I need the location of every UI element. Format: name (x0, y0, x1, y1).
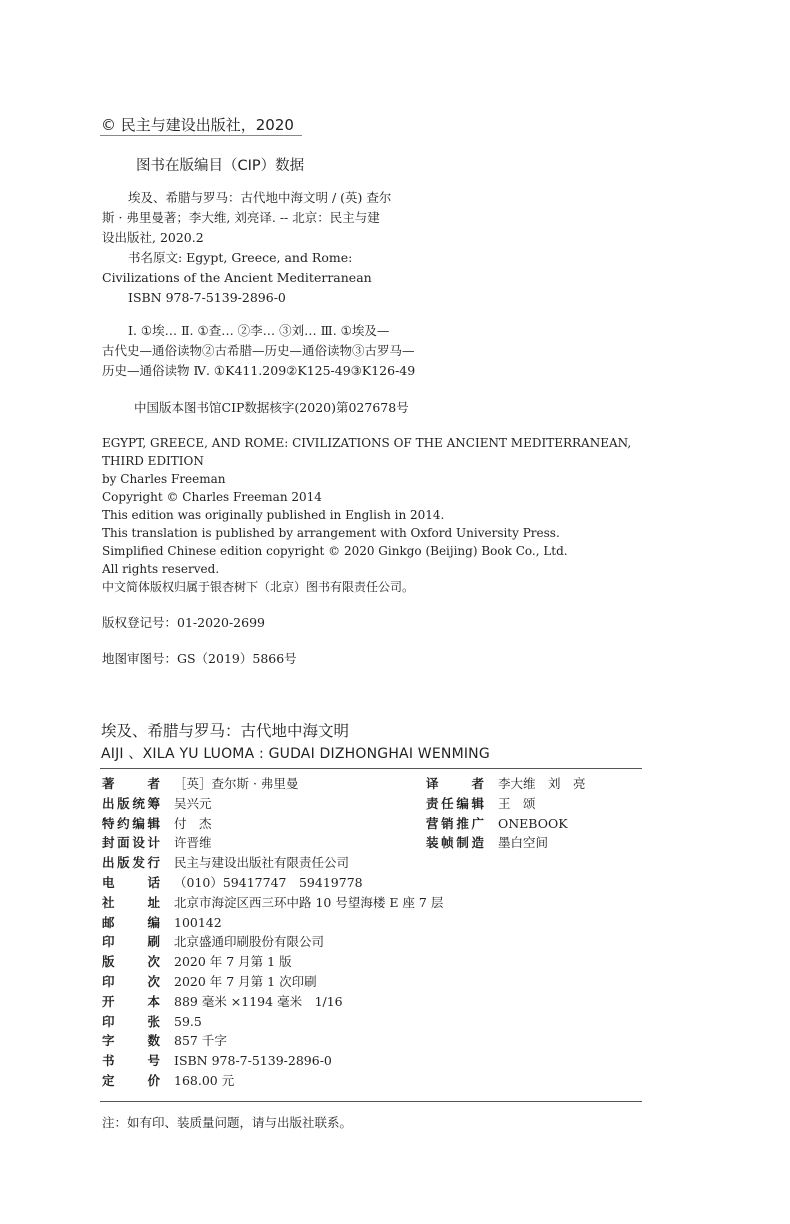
divider (100, 768, 642, 769)
info-value: 王 颂 (498, 795, 536, 811)
info-row (102, 1031, 227, 1051)
info-label: 字数 (102, 1033, 160, 1049)
info-row (102, 814, 212, 834)
info-label: 装帧制造 (426, 835, 484, 851)
info-label: 书号 (102, 1053, 160, 1069)
info-value: 2020 年 7 月第 1 版 (174, 954, 292, 970)
info-row (102, 833, 212, 853)
cip-line: 书名原文: Egypt, Greece, and Rome: (128, 250, 353, 265)
info-value: 北京市海淀区西三环中路 10 号望海楼 E 座 7 层 (174, 894, 444, 910)
info-value: 民主与建设出版社有限责任公司 (174, 855, 350, 871)
info-value: ONEBOOK (498, 815, 568, 831)
info-row (102, 913, 222, 933)
map-approval-number: 地图审图号：GS（2019）5866号 (102, 651, 297, 666)
info-label: 责任编辑 (426, 795, 484, 811)
english-line: EGYPT, GREECE, AND ROME: CIVILIZATIONS OF THE ANCIENT MEDITERRANEAN, (102, 436, 632, 450)
info-row (102, 972, 317, 992)
info-label: 出版发行 (102, 855, 160, 871)
cip-isbn: ISBN 978-7-5139-2896-0 (128, 290, 286, 305)
info-label: 定价 (102, 1073, 160, 1088)
cip-line: Civilizations of the Ancient Mediterranean (102, 270, 372, 285)
info-row (102, 932, 324, 952)
info-value: （010）59417747 59419778 (174, 875, 363, 890)
info-row (102, 774, 298, 794)
info-row (102, 873, 363, 893)
info-row (426, 774, 586, 794)
info-value: 2020 年 7 月第 1 次印刷 (174, 974, 317, 989)
info-label: 社址 (102, 894, 160, 910)
english-rights-block (102, 434, 631, 596)
info-value: 北京盛通印刷股份有限公司 (174, 934, 325, 950)
info-row (102, 794, 212, 814)
info-row (102, 853, 349, 873)
info-value: ［英］查尔斯 · 弗里曼 (174, 776, 299, 791)
info-value: 李大维 刘 亮 (498, 776, 586, 791)
english-line: This edition was originally published in English in 2014. (102, 508, 445, 522)
info-row (426, 833, 548, 853)
cip-check-number: 中国版本图书馆CIP数据核字(2020)第027678号 (134, 400, 409, 415)
divider (100, 135, 302, 136)
info-row (102, 893, 443, 913)
info-label: 著者 (102, 776, 160, 791)
info-label: 出版统筹 (102, 795, 160, 811)
registration-number: 版权登记号：01-2020-2699 (102, 615, 265, 630)
cip-line: 斯 · 弗里曼著；李大维, 刘亮译. -- 北京：民主与建 (102, 210, 380, 225)
divider (100, 1101, 642, 1102)
copyright-line: © 民主与建设出版社，2020 (101, 116, 294, 134)
english-line: All rights reserved. (102, 562, 220, 576)
info-label: 开本 (102, 993, 160, 1009)
english-line: This translation is published by arrangement with Oxford University Press. (102, 526, 560, 540)
info-label: 营销推广 (426, 815, 484, 831)
info-row (102, 1051, 332, 1071)
english-line: Simplified Chinese edition copyright © 2020 Ginkgo (Beijing) Book Co., Ltd. (102, 544, 568, 558)
info-value: 889 毫米 ×1194 毫米 1/16 (174, 993, 343, 1009)
english-line: THIRD EDITION (102, 454, 204, 468)
info-label: 版次 (102, 954, 160, 970)
cip-class-line: 古代史—通俗读物②古希腊—历史—通俗读物③古罗马— (102, 343, 415, 358)
book-title-pinyin: AIJI 、XILA YU LUOMA : GUDAI DIZHONGHAI WENMING (101, 746, 490, 762)
info-value: ISBN 978-7-5139-2896-0 (174, 1053, 332, 1069)
info-row (426, 794, 536, 814)
cip-title: 图书在版编目（CIP）数据 (136, 158, 305, 174)
info-value: 168.00 元 (174, 1073, 235, 1088)
info-value: 吴兴元 (174, 795, 212, 811)
cip-class-line: Ⅰ. ①埃… Ⅱ. ①查… ②李… ③刘… Ⅲ. ①埃及— (128, 323, 390, 338)
info-value: 付 杰 (174, 815, 212, 831)
info-value: 100142 (174, 914, 222, 930)
cip-line: 埃及、希腊与罗马：古代地中海文明 / (英) 查尔 (128, 190, 392, 205)
info-label: 邮编 (102, 914, 160, 930)
english-line: 中文简体版权归属于银杏树下（北京）图书有限责任公司。 (102, 580, 415, 594)
book-title: 埃及、希腊与罗马：古代地中海文明 (101, 722, 350, 740)
info-label: 特约编辑 (102, 815, 160, 831)
info-row (426, 814, 568, 834)
info-row (102, 992, 343, 1012)
info-value: 墨白空间 (498, 835, 549, 851)
quality-note: 注：如有印、装质量问题，请与出版社联系。 (102, 1115, 353, 1130)
info-row (102, 1071, 234, 1091)
info-label: 封面设计 (102, 835, 160, 851)
info-row (102, 952, 292, 972)
info-label: 电话 (102, 875, 160, 890)
cip-class-line: 历史—通俗读物 Ⅳ. ①K411.209②K125-49③K126-49 (102, 363, 416, 378)
info-value: 857 千字 (174, 1033, 227, 1049)
info-label: 印次 (102, 974, 160, 989)
info-value: 59.5 (174, 1013, 202, 1029)
info-row (102, 1012, 202, 1032)
info-label: 译者 (426, 776, 484, 791)
cip-line: 设出版社, 2020.2 (102, 230, 204, 245)
info-label: 印张 (102, 1013, 160, 1029)
english-line: by Charles Freeman (102, 472, 226, 486)
info-value: 许晋维 (174, 835, 212, 851)
info-label: 印刷 (102, 934, 160, 950)
english-line: Copyright © Charles Freeman 2014 (102, 490, 322, 504)
